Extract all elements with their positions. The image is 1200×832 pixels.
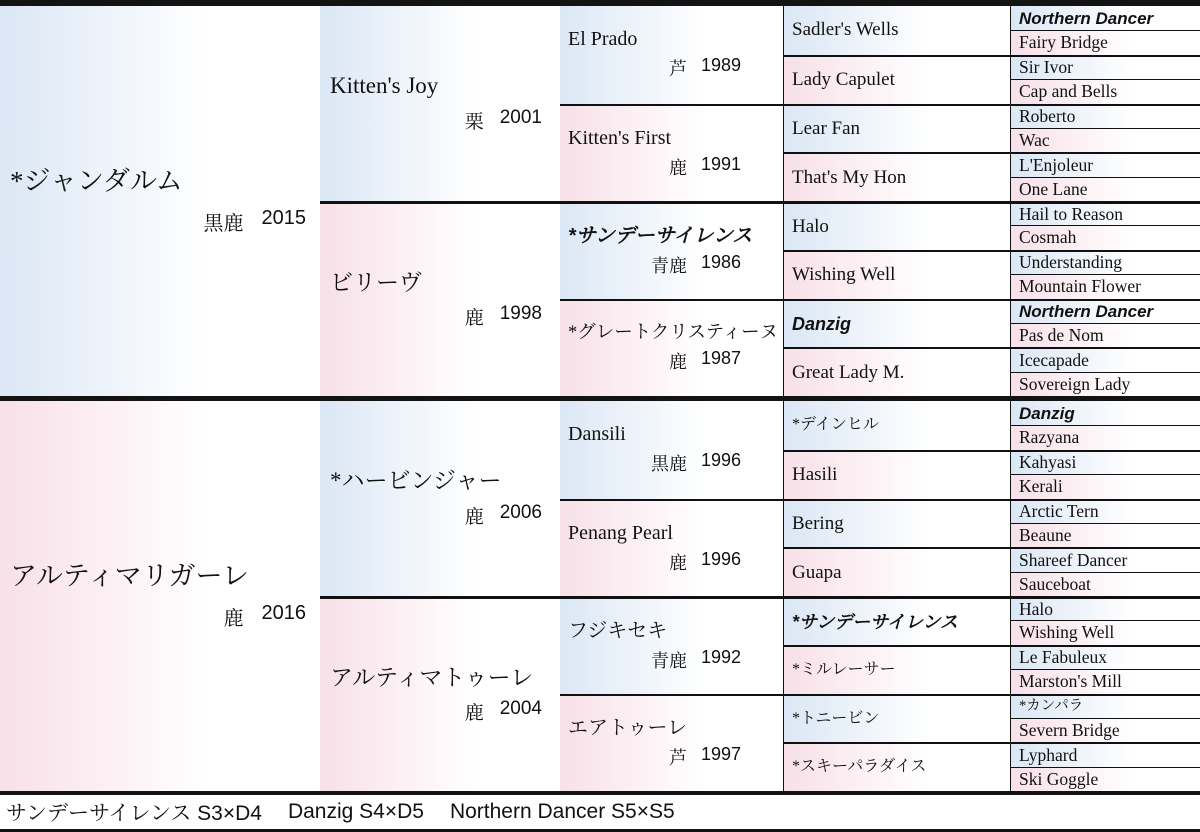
- coat-year: [0, 207, 320, 236]
- horse-name: Roberto: [1019, 105, 1076, 126]
- birth-year: 2001: [499, 106, 542, 128]
- pedigree-cell: [1010, 104, 1200, 128]
- pedigree-cell: [1010, 425, 1200, 449]
- horse-name: ビリーヴ: [330, 269, 422, 295]
- horse-name: Wishing Well: [792, 264, 896, 286]
- pedigree-cell: [560, 694, 783, 792]
- birth-year: 1992: [700, 646, 741, 667]
- pedigree-cell: [1010, 6, 1200, 30]
- pedigree-cell: [1010, 401, 1200, 425]
- pedigree-cell: [560, 201, 783, 299]
- coat-year: [320, 107, 560, 134]
- pedigree-cell: [783, 201, 1010, 250]
- birth-year: 2015: [261, 206, 306, 229]
- horse-name: Northern Dancer: [1019, 8, 1154, 28]
- pedigree-cell: [1010, 742, 1200, 766]
- pedigree-cell: [1010, 250, 1200, 274]
- coat-color: 鹿: [668, 157, 687, 178]
- pedigree-cell: [1010, 669, 1200, 693]
- horse-name: Beaune: [1019, 524, 1072, 545]
- pedigree-cell: [1010, 299, 1200, 323]
- pedigree-cell: [1010, 523, 1200, 547]
- horse-name: Cosmah: [1019, 227, 1077, 248]
- pedigree-cell: [1010, 620, 1200, 644]
- horse-name: *デインヒル: [792, 416, 879, 434]
- horse-name: *トニービン: [792, 709, 880, 727]
- coat-color: 黒鹿: [203, 212, 244, 235]
- pedigree-cell: [1010, 177, 1200, 201]
- pedigree-cell: [1010, 225, 1200, 249]
- pedigree-cell: [1010, 323, 1200, 347]
- pedigree-cell: [783, 6, 1010, 55]
- horse-name: Le Fabuleux: [1019, 647, 1107, 668]
- pedigree-cell: [1010, 694, 1200, 718]
- horse-name: That's My Hon: [792, 166, 907, 188]
- birth-year: 2004: [499, 698, 542, 720]
- birth-year: 1996: [700, 450, 741, 471]
- coat-color: 芦: [668, 59, 687, 80]
- pedigree-cell: [1010, 79, 1200, 103]
- pedigree-cell: [783, 347, 1010, 396]
- horse-name: *サンデーサイレンス: [792, 611, 958, 632]
- coat-year: [560, 549, 783, 575]
- horse-name: Mountain Flower: [1019, 276, 1142, 297]
- pedigree-cell: [783, 742, 1010, 791]
- coat-color: 鹿: [668, 351, 687, 372]
- horse-name: Dansili: [568, 423, 626, 446]
- pedigree-cell: [1010, 450, 1200, 474]
- coat-color: 青鹿: [650, 650, 687, 671]
- pedigree-cell: [560, 596, 783, 694]
- horse-name: Danzig: [792, 313, 852, 334]
- pedigree-cell: [783, 250, 1010, 299]
- horse-name: フジキセキ: [568, 619, 668, 642]
- pedigree-cell: [1010, 718, 1200, 742]
- pedigree-cell: [560, 401, 783, 499]
- coat-color: 鹿: [464, 703, 484, 725]
- horse-name: Northern Dancer: [1019, 302, 1154, 322]
- pedigree-cell: [1010, 499, 1200, 523]
- horse-name: Ski Goggle: [1019, 768, 1099, 789]
- horse-name: Wishing Well: [1019, 622, 1115, 643]
- horse-name: Marston's Mill: [1019, 671, 1122, 692]
- horse-name: Great Lady M.: [792, 361, 905, 383]
- pedigree-cell: [783, 547, 1010, 596]
- pedigree-cell: [783, 694, 1010, 743]
- pedigree-cell: [783, 152, 1010, 201]
- pedigree-cell: [1010, 152, 1200, 176]
- pedigree-cell: [1010, 645, 1200, 669]
- horse-name: Hasili: [792, 464, 838, 486]
- pedigree-cell: [560, 104, 783, 202]
- pedigree-cell: [783, 596, 1010, 645]
- horse-name: Penang Pearl: [568, 521, 673, 544]
- pedigree-cell: [783, 55, 1010, 104]
- pedigree-cell-root: [0, 6, 320, 396]
- pedigree-cell: [783, 299, 1010, 348]
- coat-color: 鹿: [464, 308, 484, 330]
- pedigree-cell: [1010, 347, 1200, 371]
- coat-year: [560, 450, 783, 476]
- horse-name: *サンデーサイレンス: [568, 224, 753, 247]
- birth-year: 2016: [261, 601, 306, 624]
- horse-name: アルティマリガーレ: [10, 561, 249, 592]
- pedigree-cell-dam: [320, 596, 560, 791]
- horse-name: Danzig: [1019, 403, 1075, 423]
- pedigree-cell-sire: [320, 401, 560, 596]
- horse-name: Understanding: [1019, 252, 1123, 273]
- horse-name: Arctic Tern: [1019, 500, 1099, 521]
- coat-color: 芦: [668, 747, 687, 768]
- horse-name: Icecapade: [1019, 349, 1089, 370]
- horse-name: *ミルレーサー: [792, 660, 896, 678]
- horse-name: Sovereign Lady: [1019, 373, 1131, 394]
- birth-year: 1998: [499, 303, 542, 325]
- inbreeding-item: サンデーサイレンス S3×D4: [6, 802, 262, 825]
- pedigree-cell: [783, 401, 1010, 450]
- coat-color: 栗: [464, 111, 484, 133]
- horse-name: Hail to Reason: [1019, 203, 1124, 224]
- coat-year: [560, 744, 783, 770]
- pedigree-half-ultima-rigare: [0, 401, 1200, 791]
- inbreeding-footer: [0, 795, 1200, 829]
- birth-year: 1987: [700, 347, 741, 368]
- pedigree-cell-sire: [320, 6, 560, 201]
- pedigree-cell: [1010, 55, 1200, 79]
- pedigree-cell: [560, 499, 783, 597]
- horse-name: Shareef Dancer: [1019, 549, 1128, 570]
- birth-year: 1997: [700, 743, 741, 764]
- pedigree-cell-dam: [320, 201, 560, 396]
- pedigree-cell: [560, 299, 783, 397]
- inbreeding-item: Danzig S4×D5: [287, 800, 424, 823]
- birth-year: 1991: [700, 153, 741, 174]
- horse-name: Halo: [792, 215, 829, 237]
- horse-name: *グレートクリスティーヌ: [568, 322, 779, 343]
- birth-year: 1996: [700, 548, 741, 569]
- horse-name: *スキーパラダイス: [792, 758, 927, 776]
- horse-name: Sadler's Wells: [792, 19, 899, 41]
- pedigree-cell: [1010, 474, 1200, 498]
- pedigree-cell: [1010, 572, 1200, 596]
- horse-name: Sir Ivor: [1019, 57, 1073, 78]
- horse-name: Kahyasi: [1019, 452, 1077, 473]
- horse-name: Pas de Nom: [1019, 324, 1104, 345]
- horse-name: Guapa: [792, 561, 842, 583]
- horse-name: Razyana: [1019, 427, 1080, 448]
- horse-name: L'Enjoleur: [1019, 154, 1094, 175]
- horse-name: Kitten's First: [568, 126, 672, 149]
- coat-color: 鹿: [223, 607, 244, 630]
- pedigree-cell: [1010, 547, 1200, 571]
- horse-name: Bering: [792, 512, 844, 534]
- pedigree-cell: [560, 6, 783, 104]
- pedigree-cell: [1010, 201, 1200, 225]
- horse-name: Lyphard: [1019, 744, 1078, 765]
- horse-name: Kitten's Joy: [330, 73, 439, 99]
- coat-color: 鹿: [668, 552, 687, 573]
- pedigree-cell: [783, 104, 1010, 153]
- horse-name: Halo: [1019, 598, 1054, 619]
- coat-color: 青鹿: [650, 255, 687, 276]
- birth-year: 2006: [499, 501, 542, 523]
- coat-color: 鹿: [464, 506, 484, 528]
- coat-year: [320, 303, 560, 330]
- coat-color: 黒鹿: [650, 454, 687, 475]
- pedigree-cell: [1010, 128, 1200, 152]
- pedigree-cell-root: [0, 401, 320, 791]
- pedigree-cell: [1010, 767, 1200, 791]
- horse-name: Sauceboat: [1019, 573, 1091, 594]
- horse-name: アルティマトゥーレ: [330, 664, 534, 690]
- coat-year: [560, 154, 783, 180]
- coat-year: [560, 252, 783, 278]
- pedigree-cell: [783, 645, 1010, 694]
- birth-year: 1989: [700, 55, 741, 76]
- horse-name: エアトゥーレ: [568, 716, 688, 739]
- horse-name: Lady Capulet: [792, 69, 895, 91]
- horse-name: El Prado: [568, 28, 638, 51]
- horse-name: Kerali: [1019, 476, 1063, 497]
- inbreeding-item: Northern Dancer S5×S5: [449, 800, 675, 823]
- coat-year: [560, 647, 783, 673]
- horse-name: Severn Bridge: [1019, 719, 1120, 740]
- pedigree-cell: [1010, 30, 1200, 54]
- horse-name: Lear Fan: [792, 117, 861, 139]
- horse-name: Fairy Bridge: [1019, 32, 1108, 53]
- pedigree-cell: [1010, 372, 1200, 396]
- coat-year: [560, 348, 783, 374]
- horse-name: *ハービンジャー: [330, 468, 502, 494]
- coat-year: [320, 698, 560, 725]
- coat-year: [560, 55, 783, 81]
- coat-year: [0, 602, 320, 631]
- pedigree-cell: [783, 450, 1010, 499]
- pedigree-half-jandarme: [0, 6, 1200, 396]
- horse-name: *カンパラ: [1019, 698, 1084, 715]
- pedigree-cell: [783, 499, 1010, 548]
- horse-name: *ジャンダルム: [10, 166, 183, 197]
- pedigree-cell: [1010, 596, 1200, 620]
- horse-name: One Lane: [1019, 178, 1088, 199]
- birth-year: 1986: [700, 251, 741, 272]
- pedigree-cell: [1010, 274, 1200, 298]
- horse-name: Wac: [1019, 129, 1050, 150]
- horse-name: Cap and Bells: [1019, 81, 1118, 102]
- coat-year: [320, 502, 560, 529]
